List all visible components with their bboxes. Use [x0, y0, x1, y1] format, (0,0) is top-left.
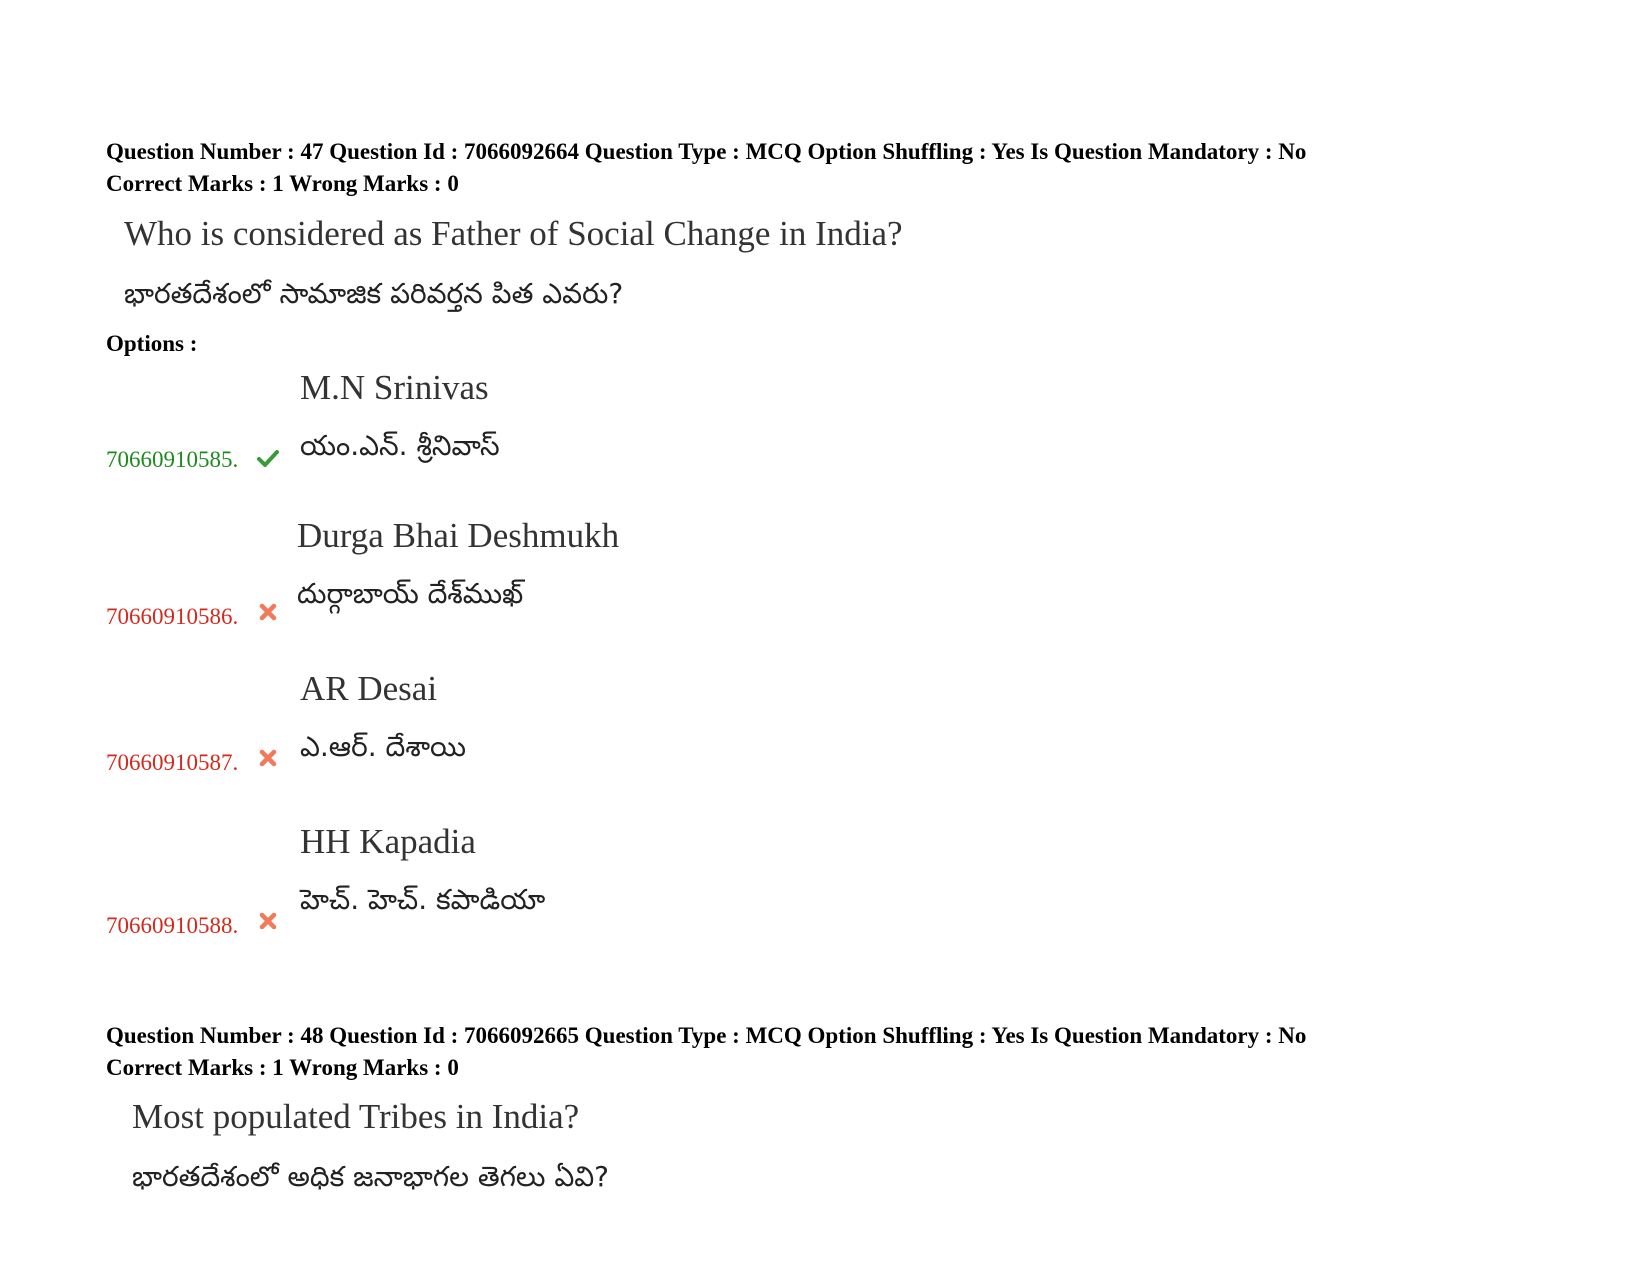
- q47-option4-id: 70660910588.: [106, 913, 239, 938]
- check-icon: [256, 446, 280, 470]
- q47-option1-text-te: యం.ఎన్. శ్రీనివాస్: [300, 429, 500, 462]
- q48-question-text-en: Most populated Tribes in India?: [132, 1097, 580, 1136]
- q47-option3-id: 70660910587.: [106, 750, 239, 775]
- q47-meta-line2: Correct Marks : 1 Wrong Marks : 0: [106, 171, 459, 196]
- q47-option4-text-en: HH Kapadia: [300, 822, 476, 861]
- q47-question-text-te: భారతదేశంలో సామాజిక పరివర్తన పిత ఎవరు?: [124, 277, 624, 310]
- q47-option2-text-te: దుర్గాబాయ్ దేశ్‌ముఖ్: [297, 577, 524, 610]
- q47-option3-text-te: ఎ.ఆర్. దేశాయి: [300, 730, 467, 763]
- q47-option2-text-en: Durga Bhai Deshmukh: [297, 516, 620, 555]
- q47-meta-line1: Question Number : 47 Question Id : 7066092664 Question Type : MCQ Option Shuffling : Yes Is Question Mandatory : No: [106, 139, 1307, 164]
- q47-option2-id: 70660910586.: [106, 604, 239, 629]
- q48-meta-line2: Correct Marks : 1 Wrong Marks : 0: [106, 1055, 459, 1080]
- q47-option1-id: 70660910585.: [106, 447, 239, 472]
- q47-option4-text-te: హెచ్. హెచ్. కపాడియా: [300, 883, 546, 916]
- q47-question-text-en: Who is considered as Father of Social Change in India?: [124, 214, 903, 253]
- cross-icon: [256, 746, 280, 770]
- q48-question-text-te: భారతదేశంలో అధిక జనాభాగల తెగలు ఏవి?: [132, 1160, 610, 1193]
- q47-option1-text-en: M.N Srinivas: [300, 368, 489, 407]
- cross-icon: [256, 600, 280, 624]
- q47-option3-text-en: AR Desai: [300, 669, 438, 708]
- cross-icon: [256, 909, 280, 933]
- q48-meta-line1: Question Number : 48 Question Id : 7066092665 Question Type : MCQ Option Shuffling : Yes Is Question Mandatory : No: [106, 1023, 1307, 1048]
- q47-options-label: Options :: [106, 331, 198, 356]
